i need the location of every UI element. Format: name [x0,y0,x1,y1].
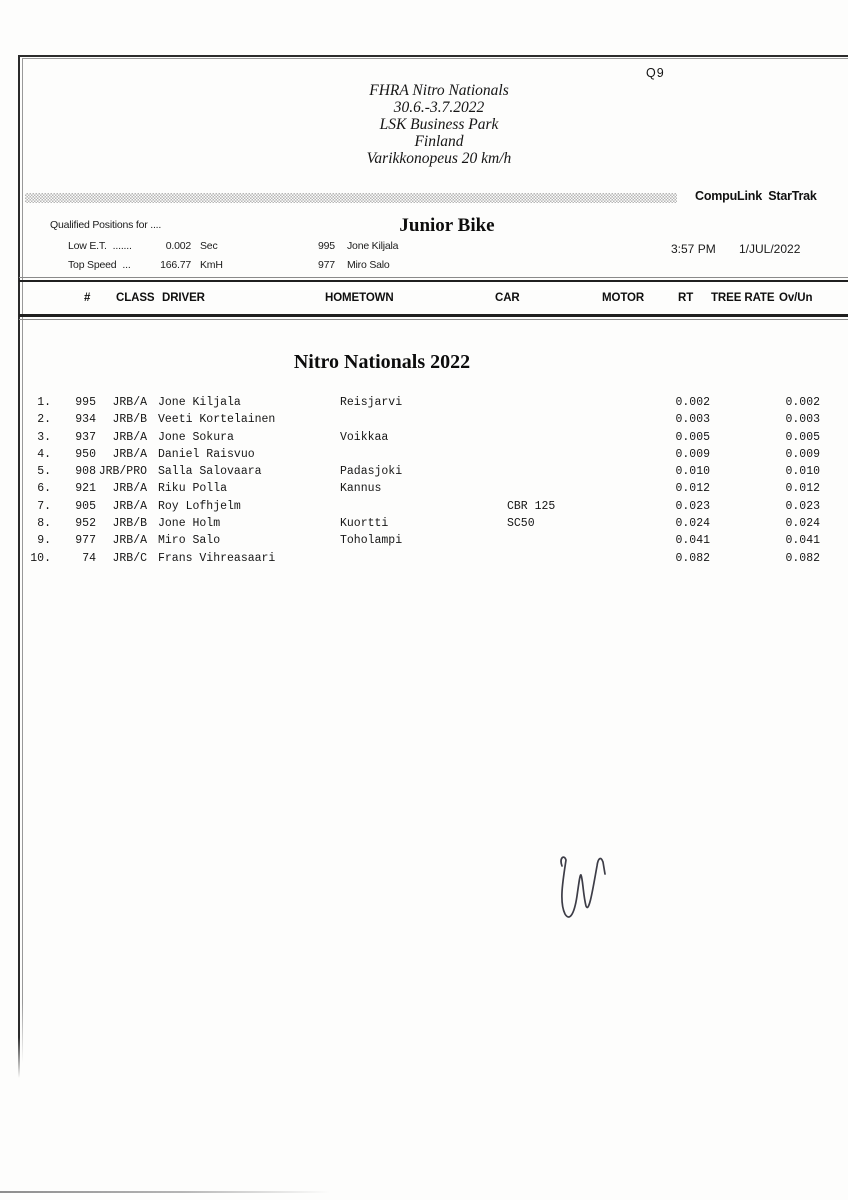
result-row [20,463,830,480]
result-position: 4. [37,447,51,461]
result-gap [147,550,158,567]
top-speed-car-number: 977 [318,259,335,271]
result-rt: 0.003 [675,413,710,427]
result-car-number: 934 [75,413,96,427]
result-car-number: 952 [75,517,96,531]
result-gap [147,411,158,428]
result-car: CBR 125 [507,499,556,513]
class-title: Junior Bike [399,215,495,236]
result-position: 3. [37,430,51,444]
result-class: JRB/A [112,534,147,548]
result-rt: 0.012 [675,482,710,496]
top-speed-value: 166.77 [160,259,191,271]
result-ov-un: 0.003 [785,413,820,427]
result-gap [147,532,158,549]
result-hometown: Toholampi [340,534,403,548]
result-hometown: Kannus [340,482,382,496]
header-rule-bottom-thick [19,314,848,317]
result-hometown: Kuortti [340,517,389,531]
dotted-separator [25,193,677,203]
page-edge-bottom [0,1191,330,1193]
result-rt: 0.082 [675,551,710,565]
event-title-line: FHRA Nitro Nationals [369,82,509,99]
result-row [20,532,830,549]
result-driver: Jone Holm [158,517,221,531]
page-edge-top-shadow [23,58,848,59]
header-rule-bottom-thin [19,319,848,320]
result-position: 1. [37,396,51,409]
result-hometown: Reisjarvi [340,396,403,409]
result-driver: Daniel Raisvuo [158,447,255,461]
result-class: JRB/B [112,413,147,427]
event-paddock-speed: Varikkonopeus 20 km/h [366,150,512,167]
result-rt: 0.005 [675,430,710,444]
results-event-title: Nitro Nationals 2022 [293,351,471,373]
result-hometown [340,411,507,428]
result-gap [147,515,158,532]
result-ov-un: 0.012 [785,482,820,496]
result-driver: Jone Kiljala [158,396,241,409]
result-car-number: 950 [75,447,96,461]
handwritten-signature [545,830,615,940]
low-et-driver: Jone Kiljala [347,240,399,252]
column-header-motor: MOTOR [602,292,645,304]
result-ov-un: 0.005 [785,430,820,444]
low-et-unit: Sec [200,240,218,252]
page-edge-top [19,55,848,57]
result-car-number: 908 [75,465,96,479]
result-hometown [340,446,507,463]
result-ov-un: 0.024 [785,517,820,531]
result-car: SC50 [507,517,535,531]
top-speed-driver: Miro Salo [347,259,390,271]
result-ov-un: 0.002 [785,396,820,409]
result-car-number: 921 [75,482,96,496]
top-speed-label: Top Speed ... [68,259,131,271]
result-car-number: 977 [75,534,96,548]
result-car-number: 905 [75,499,96,513]
result-rt: 0.024 [675,517,710,531]
result-class: JRB/A [112,396,147,409]
top-speed-unit: KmH [200,259,223,271]
column-header-car: CAR [495,292,520,304]
result-driver: Riku Polla [158,482,228,496]
column-header-number: # [84,292,91,304]
session-time: 3:57 PM [671,242,716,256]
header-rule-top-thick [19,280,848,283]
result-rt: 0.041 [675,534,710,548]
result-row [20,411,830,428]
header-rule-top-thin [19,277,848,278]
result-car [507,480,580,497]
event-venue: LSK Business Park [379,116,499,133]
result-ov-un: 0.010 [785,465,820,479]
result-class: JRB/A [112,482,147,496]
result-row [20,515,830,532]
result-driver: Roy Lofhjelm [158,499,241,513]
qualifying-sheet-label: Q9 [646,66,665,80]
result-rt: 0.002 [675,396,710,409]
result-row [20,446,830,463]
result-position: 9. [37,534,51,548]
result-ov-un: 0.009 [785,447,820,461]
result-driver: Frans Vihreasaari [158,551,276,565]
result-position: 2. [37,413,51,427]
result-rt: 0.010 [675,465,710,479]
result-gap [147,480,158,497]
result-row [20,394,830,411]
result-car-number: 995 [75,396,96,409]
event-dates: 30.6.-3.7.2022 [393,99,485,116]
column-header-rt: RT [678,292,694,304]
result-driver: Salla Salovaara [158,465,262,479]
column-header-hometown: HOMETOWN [325,292,394,304]
qualified-positions-label: Qualified Positions for .... [50,219,162,231]
result-ov-un: 0.082 [785,551,820,565]
result-class: JRB/B [112,517,147,531]
result-class: JRB/A [112,447,147,461]
top-speed-dots: ... [122,259,131,271]
result-car [507,463,580,480]
timing-brand: CompuLink StarTrak [695,189,817,203]
result-ov-un: 0.023 [785,499,820,513]
result-ov-un: 0.041 [785,534,820,548]
result-driver: Miro Salo [158,534,221,548]
result-hometown: Padasjoki [340,465,403,479]
result-position: 7. [37,499,51,513]
low-et-car-number: 995 [318,240,335,252]
column-header-ov-un: Ov/Un [779,292,813,304]
column-header-driver: DRIVER [162,292,205,304]
result-car [507,411,580,428]
column-header-tree-rate: TREE RATE [711,292,775,304]
result-car-number: 937 [75,430,96,444]
result-car [507,550,580,567]
result-gap [147,429,158,446]
result-row [20,498,830,515]
result-position: 5. [37,465,51,479]
result-hometown: Voikkaa [340,430,389,444]
result-position: 6. [37,482,51,496]
result-gap [147,394,158,411]
result-class: JRB/C [112,551,147,565]
result-gap [147,498,158,515]
result-rt: 0.009 [675,447,710,461]
result-position: 10. [30,551,51,565]
event-country: Finland [414,133,464,150]
result-rt: 0.023 [675,499,710,513]
low-et-dots: ....... [112,240,132,252]
low-et-label: Low E.T. ....... [68,240,132,252]
result-car [507,429,580,446]
session-date: 1/JUL/2022 [739,242,801,256]
result-hometown [340,498,507,515]
result-car [507,394,580,411]
result-driver: Veeti Kortelainen [158,413,276,427]
result-car [507,446,580,463]
result-gap [147,446,158,463]
result-position: 8. [37,517,51,531]
result-car-number: 74 [82,551,96,565]
result-row [20,550,830,567]
result-gap [147,463,158,480]
result-class: JRB/PRO [98,465,147,479]
result-row [20,480,830,497]
result-driver: Jone Sokura [158,430,234,444]
result-hometown [340,550,507,567]
low-et-value: 0.002 [165,240,191,252]
result-row [20,429,830,446]
column-header-class: CLASS [116,292,155,304]
event-header [278,82,600,167]
result-class: JRB/A [112,499,147,513]
result-car [507,532,580,549]
results-rows [20,394,830,567]
result-class: JRB/A [112,430,147,444]
